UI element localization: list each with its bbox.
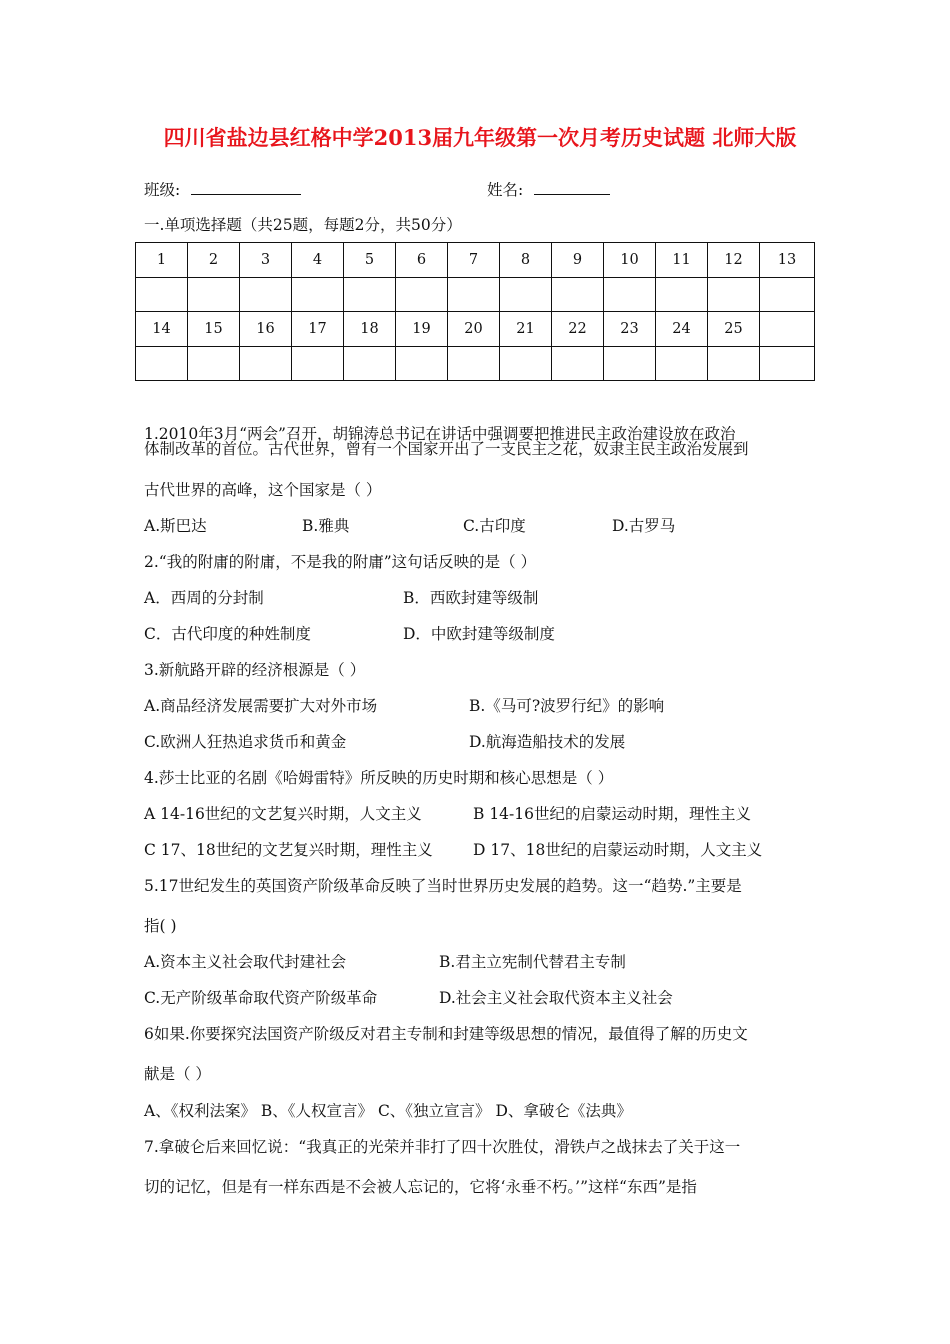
answer-cell[interactable] — [292, 347, 344, 381]
table-cell: 22 — [552, 312, 604, 347]
answer-cell[interactable] — [240, 278, 292, 312]
table-cell: 4 — [292, 243, 344, 278]
question-7-line-1: 7.拿破仑后来回忆说：“我真正的光荣并非打了四十次胜仗，滑铁卢之战抹去了关于这一 — [144, 1138, 741, 1156]
answer-cell[interactable] — [136, 347, 188, 381]
answer-cell[interactable] — [136, 278, 188, 312]
question-3: 3.新航路开辟的经济根源是（ ） — [144, 661, 366, 679]
table-cell: 10 — [604, 243, 656, 278]
table-cell: 17 — [292, 312, 344, 347]
table-cell: 11 — [656, 243, 708, 278]
question-5-line-2: 指( ) — [144, 917, 177, 935]
table-cell: 14 — [136, 312, 188, 347]
table-cell: 2 — [188, 243, 240, 278]
answer-cell[interactable] — [188, 278, 240, 312]
question-2: 2.“我的附庸的附庸，不是我的附庸”这句话反映的是（ ） — [144, 553, 537, 571]
question-7-line-2: 切的记忆，但是有一样东西是不会被人忘记的，它将‘永垂不朽。’”这样“东西”是指 — [144, 1178, 697, 1196]
table-cell: 20 — [448, 312, 500, 347]
table-cell: 15 — [188, 312, 240, 347]
table-cell: 21 — [500, 312, 552, 347]
table-cell: 25 — [708, 312, 760, 347]
answer-cell[interactable] — [708, 278, 760, 312]
question-3-option-a[interactable]: A.商品经济发展需要扩大对外市场 — [144, 697, 378, 715]
question-5-option-b[interactable]: B.君主立宪制代替君主专制 — [439, 953, 626, 971]
section-heading: 一.单项选择题（共25题，每题2分，共50分） — [144, 216, 462, 234]
question-5-option-c[interactable]: C.无产阶级革命取代资产阶级革命 — [144, 989, 378, 1007]
table-row-numbers-1 — [136, 243, 815, 278]
answer-cell[interactable] — [188, 347, 240, 381]
answer-table — [135, 242, 815, 381]
answer-cell[interactable] — [240, 347, 292, 381]
name-label: 姓名: — [487, 181, 524, 199]
answer-cell[interactable] — [344, 347, 396, 381]
table-cell: 19 — [396, 312, 448, 347]
question-6-line-1: 6如果.你要探究法国资产阶级反对君主专制和封建等级思想的情况，最值得了解的历史文 — [144, 1025, 748, 1043]
answer-cell[interactable] — [552, 278, 604, 312]
question-5-option-a[interactable]: A.资本主义社会取代封建社会 — [144, 953, 347, 971]
question-1-option-b[interactable]: B.雅典 — [302, 517, 350, 535]
table-cell: 1 — [136, 243, 188, 278]
answer-cell[interactable] — [396, 347, 448, 381]
question-1-line-1: 1.2010年3月“两会”召开，胡锦涛总书记在讲话中强调要把推进民主政治建设放在政治 — [144, 425, 736, 443]
answer-cell[interactable] — [344, 278, 396, 312]
answer-cell[interactable] — [604, 347, 656, 381]
answer-cell[interactable] — [448, 278, 500, 312]
table-cell — [760, 312, 815, 347]
question-3-option-b[interactable]: B.《马可?波罗行纪》的影响 — [469, 697, 665, 715]
name-field — [487, 178, 610, 200]
answer-cell[interactable] — [708, 347, 760, 381]
class-label: 班级: — [144, 181, 181, 199]
question-4-option-c[interactable]: C 17、18世纪的文艺复兴时期，理性主义 — [144, 841, 433, 859]
answer-cell[interactable] — [552, 347, 604, 381]
question-3-option-c[interactable]: C.欧洲人狂热追求货币和黄金 — [144, 733, 347, 751]
answer-cell[interactable] — [500, 347, 552, 381]
answer-cell[interactable] — [760, 278, 815, 312]
table-cell: 8 — [500, 243, 552, 278]
question-4-option-d[interactable]: D 17、18世纪的启蒙运动时期，人文主义 — [473, 841, 763, 859]
question-2-option-c[interactable]: C．古代印度的种姓制度 — [144, 625, 311, 643]
question-2-option-b[interactable]: B．西欧封建等级制 — [403, 589, 539, 607]
table-cell: 6 — [396, 243, 448, 278]
table-cell: 18 — [344, 312, 396, 347]
table-cell: 12 — [708, 243, 760, 278]
question-2-option-d[interactable]: D．中欧封建等级制度 — [403, 625, 555, 643]
question-1-line-3: 古代世界的高峰，这个国家是（ ） — [144, 481, 382, 499]
table-cell: 3 — [240, 243, 292, 278]
question-1-option-c[interactable]: C.古印度 — [463, 517, 526, 535]
question-1-option-d[interactable]: D.古罗马 — [612, 517, 676, 535]
question-4: 4.莎士比亚的名剧《哈姆雷特》所反映的历史时期和核心思想是（ ） — [144, 769, 614, 787]
table-row-answers-2 — [136, 347, 815, 381]
answer-cell[interactable] — [656, 347, 708, 381]
class-blank[interactable] — [191, 180, 301, 195]
question-1-line-2: 体制改革的首位。古代世界，曾有一个国家开出了一支民主之花，奴隶主民主政治发展到 — [144, 440, 749, 458]
answer-cell[interactable] — [656, 278, 708, 312]
question-1-option-a[interactable]: A.斯巴达 — [144, 517, 207, 535]
name-blank[interactable] — [534, 180, 610, 195]
table-cell: 5 — [344, 243, 396, 278]
table-cell: 9 — [552, 243, 604, 278]
table-row-numbers-2 — [136, 312, 815, 347]
table-cell: 16 — [240, 312, 292, 347]
table-row-answers-1 — [136, 278, 815, 312]
question-4-option-a[interactable]: A 14-16世纪的文艺复兴时期，人文主义 — [144, 805, 422, 823]
question-5-line-1: 5.17世纪发生的英国资产阶级革命反映了当时世界历史发展的趋势。这一“趋势.”主要是 — [144, 877, 742, 895]
table-cell: 24 — [656, 312, 708, 347]
answer-cell[interactable] — [760, 347, 815, 381]
answer-cell[interactable] — [292, 278, 344, 312]
question-5-option-d[interactable]: D.社会主义社会取代资本主义社会 — [439, 989, 673, 1007]
question-2-option-a[interactable]: A．西周的分封制 — [144, 589, 264, 607]
table-cell: 23 — [604, 312, 656, 347]
table-cell: 13 — [760, 243, 815, 278]
question-3-option-d[interactable]: D.航海造船技术的发展 — [469, 733, 626, 751]
question-4-option-b[interactable]: B 14-16世纪的启蒙运动时期，理性主义 — [473, 805, 752, 823]
answer-cell[interactable] — [604, 278, 656, 312]
answer-cell[interactable] — [500, 278, 552, 312]
class-field — [144, 178, 301, 200]
answer-cell[interactable] — [448, 347, 500, 381]
question-6-line-2: 献是（ ） — [144, 1065, 211, 1083]
question-6-options[interactable]: A、《权利法案》 B、《人权宣言》 C、《独立宣言》 D、拿破仑《法典》 — [144, 1102, 632, 1120]
page-title: 四川省盐边县红格中学2013届九年级第一次月考历史试题 北师大版 — [163, 125, 797, 150]
answer-cell[interactable] — [396, 278, 448, 312]
table-cell: 7 — [448, 243, 500, 278]
